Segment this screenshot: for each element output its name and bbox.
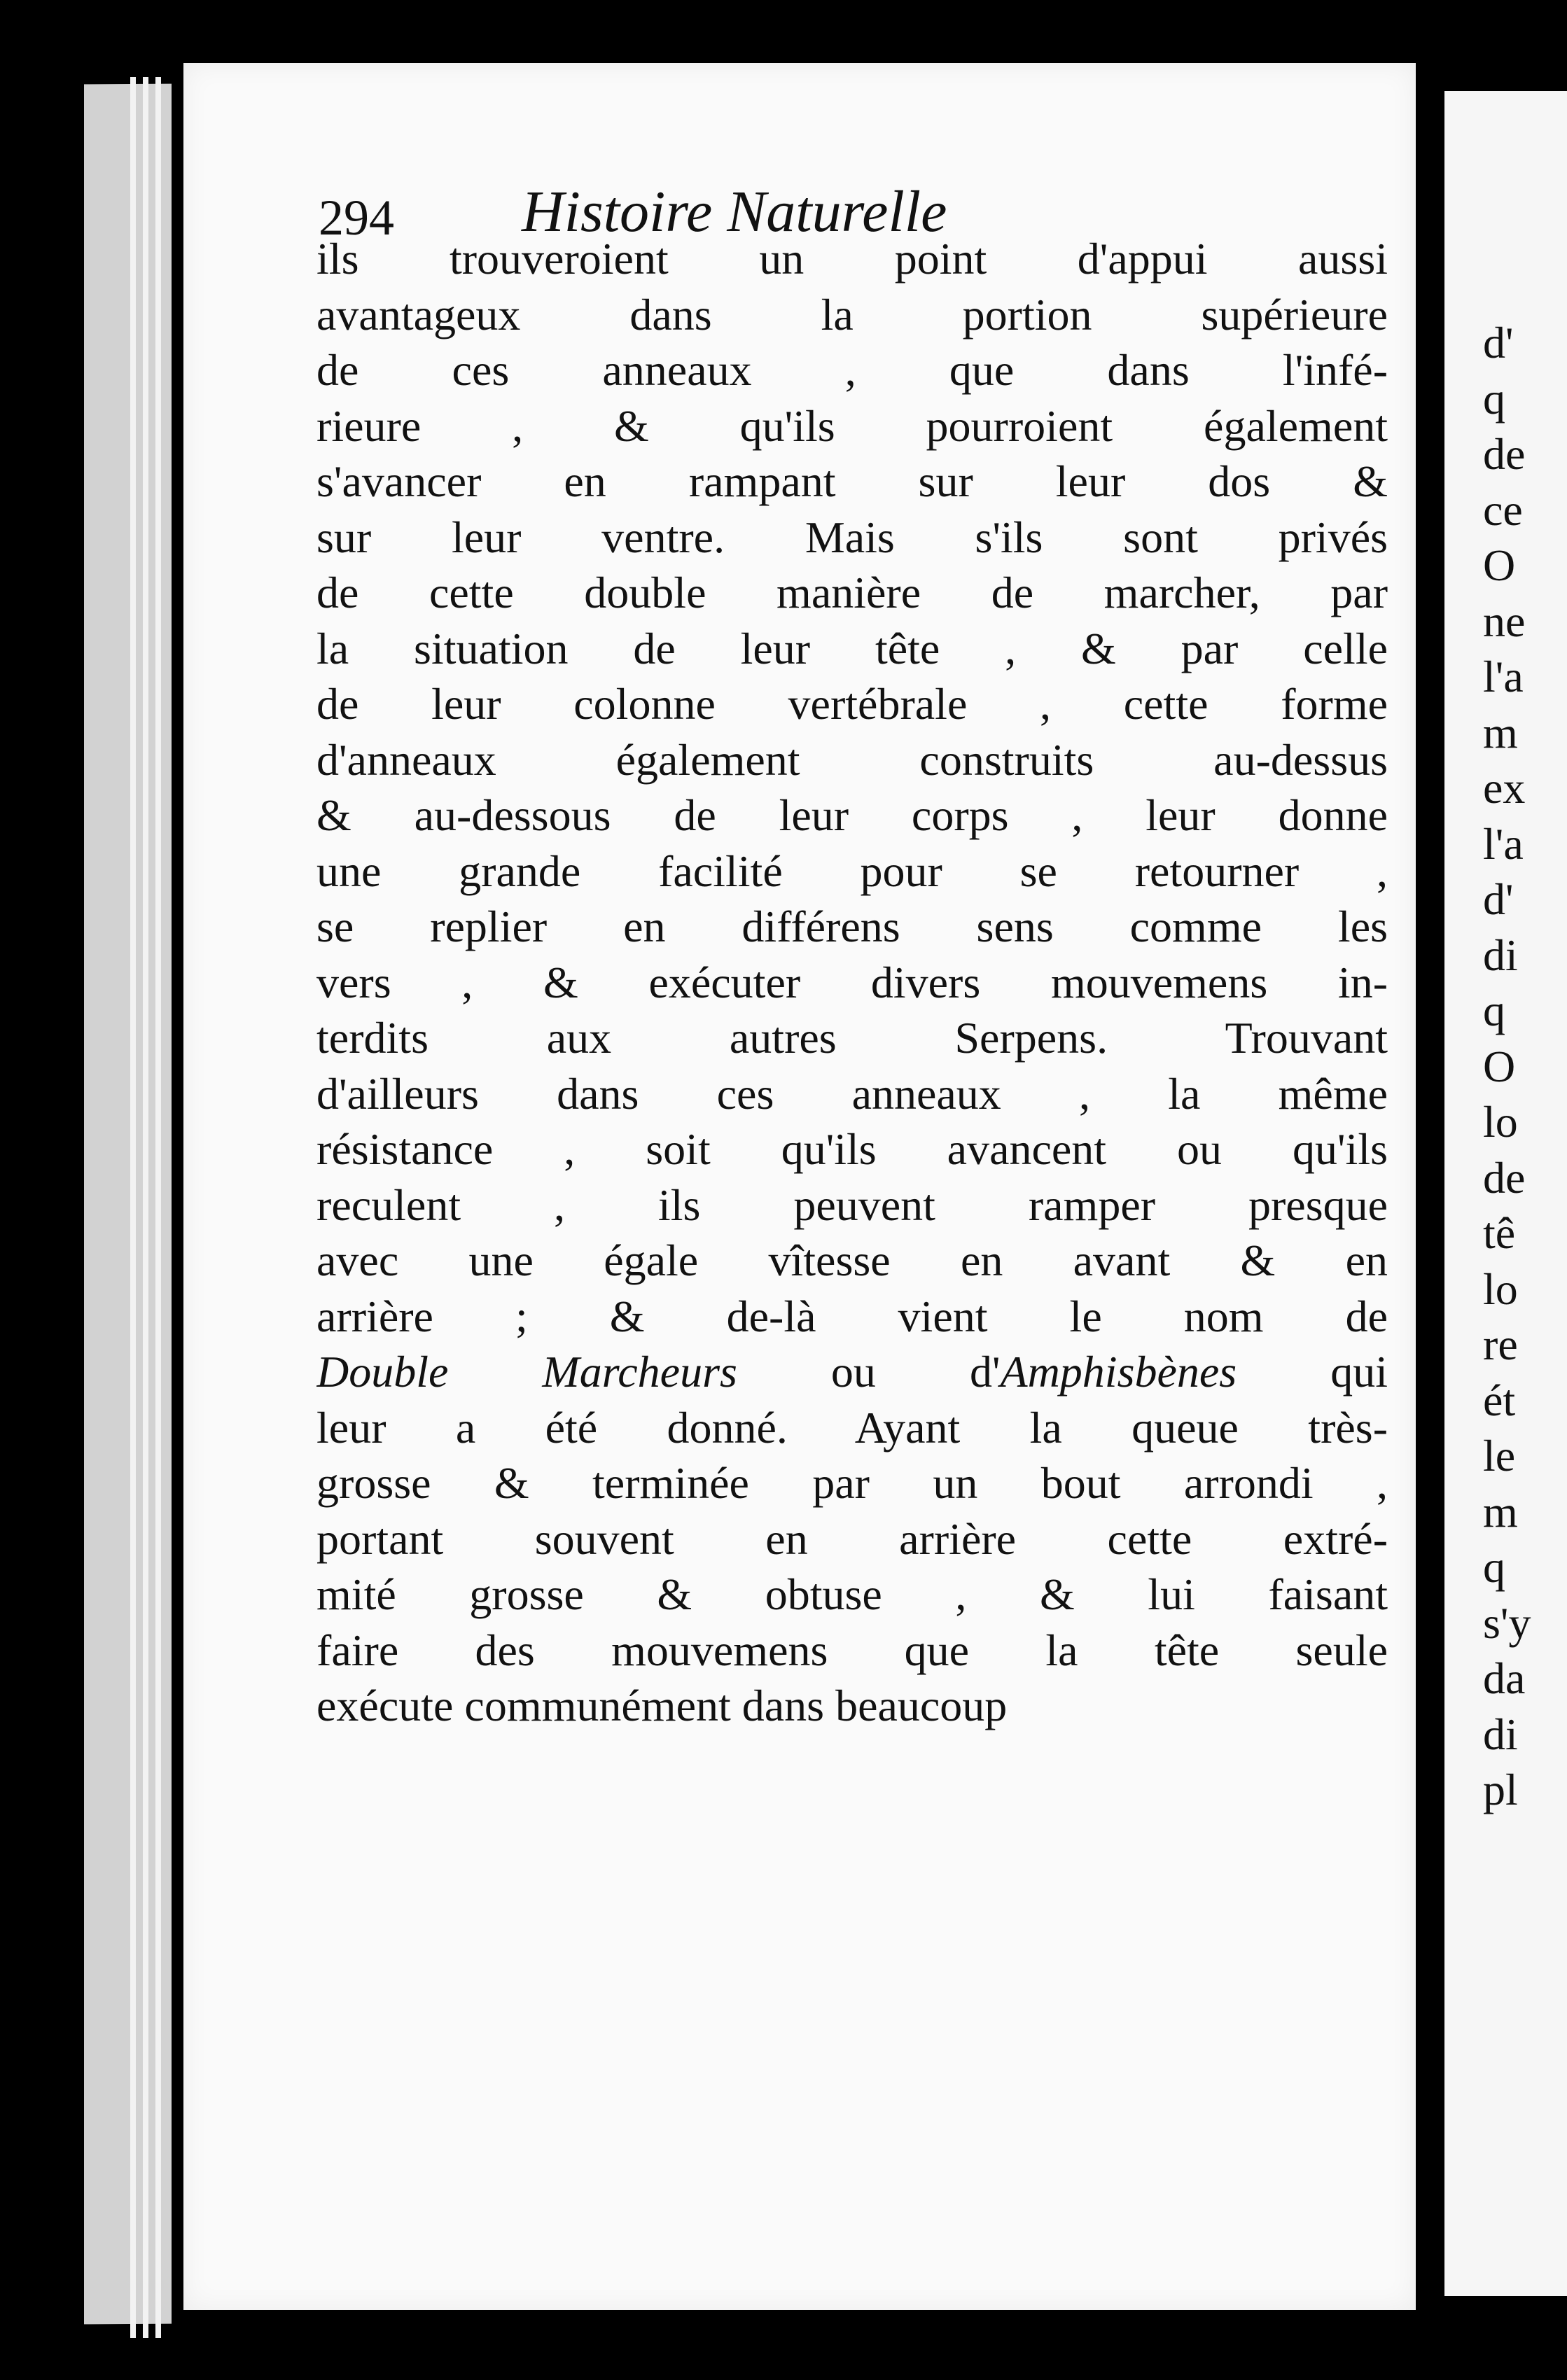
page-edge <box>155 77 161 2338</box>
right-fragment-line: tê <box>1483 1208 1516 1258</box>
page-edge <box>130 77 136 2338</box>
right-fragment-line: s'y <box>1483 1597 1531 1648</box>
text-line: & au-dessous de leur corps , leur donne <box>316 790 1388 840</box>
text-line: portant souvent en arrière cette extré- <box>316 1513 1388 1564</box>
right-fragment-line: re <box>1483 1320 1518 1369</box>
right-fragment-line: lo <box>1483 1097 1518 1147</box>
text-line: avantageux dans la portion supérieure <box>316 289 1388 340</box>
text-line: faire des mouvemens que la tête seule <box>316 1625 1388 1675</box>
right-fragment-line: q <box>1483 373 1505 424</box>
text-line: de cette double manière de marcher, par <box>316 568 1388 617</box>
text-line: arrière ; & de-là vient le nom de <box>316 1291 1388 1341</box>
text-line: mité grosse & obtuse , & lui faisant <box>316 1569 1388 1619</box>
text-line: ils trouveroient un point d'appui aussi <box>316 234 1388 284</box>
page-edge <box>143 77 148 2338</box>
text-span: qui <box>1237 1347 1388 1396</box>
right-fragment-line: l'a <box>1483 652 1524 701</box>
right-fragment-line: le <box>1483 1431 1516 1480</box>
text-line: résistance , soit qu'ils avancent ou qu'ils <box>316 1124 1388 1174</box>
italic-term: Double Marcheurs <box>316 1347 737 1396</box>
right-fragment-line: di <box>1483 1709 1518 1759</box>
page-number: 294 <box>319 190 394 246</box>
text-line: une grande facilité pour se retourner , <box>316 846 1388 896</box>
right-fragment-line: pl <box>1483 1765 1518 1814</box>
text-line: se replier en différens sens comme les <box>316 902 1388 951</box>
right-fragment-line: ex <box>1483 763 1526 813</box>
text-line-italic <box>316 1344 1388 1400</box>
text-line: grosse & terminée par un bout arrondi , <box>316 1458 1388 1508</box>
right-fragment-line: ce <box>1483 484 1523 535</box>
right-fragment-line: d' <box>1483 874 1514 924</box>
right-fragment-line: lo <box>1483 1264 1518 1314</box>
italic-term: Amphisbènes <box>1000 1347 1237 1396</box>
right-fragment-line: l'a <box>1483 818 1524 869</box>
text-line: exécute communément dans beaucoup <box>316 1681 1008 1730</box>
right-fragment-line: d' <box>1483 318 1514 368</box>
text-line: sur leur ventre. Mais s'ils sont privés <box>316 512 1388 562</box>
text-line: s'avancer en rampant sur leur dos & <box>316 456 1388 506</box>
text-line: d'anneaux également construits au-dessus <box>316 734 1388 785</box>
right-fragment-line: q <box>1483 986 1505 1035</box>
right-fragment-line: m <box>1483 707 1518 757</box>
right-fragment-line: q <box>1483 1542 1505 1592</box>
running-title: Histoire Naturelle <box>522 179 947 244</box>
text-line: vers , & exécuter divers mouvemens in- <box>316 957 1388 1007</box>
right-fragment-line: de <box>1483 429 1526 479</box>
right-fragment-line: de <box>1483 1152 1526 1203</box>
right-page-text <box>1483 315 1531 1818</box>
text-line: de leur colonne vertébrale , cette forme <box>316 679 1388 729</box>
right-fragment-line: ne <box>1483 596 1526 646</box>
text-line: la situation de leur tête , & par celle <box>316 623 1388 673</box>
right-fragment-line: ét <box>1483 1375 1516 1425</box>
text-line: d'ailleurs dans ces anneaux , la même <box>316 1068 1388 1119</box>
text-line: reculent , ils peuvent ramper presque <box>316 1180 1388 1230</box>
right-fragment-line: da <box>1483 1653 1526 1703</box>
right-fragment-line: m <box>1483 1486 1518 1536</box>
body-text <box>316 231 1388 1734</box>
text-line: leur a été donné. Ayant la queue très- <box>316 1402 1388 1452</box>
right-fragment-line: O <box>1483 540 1516 590</box>
text-line: terdits aux autres Serpens. Trouvant <box>316 1013 1388 1063</box>
text-line: rieure , & qu'ils pourroient également <box>316 400 1388 451</box>
text-span: ou d' <box>737 1347 1001 1396</box>
right-fragment-line: di <box>1483 930 1518 980</box>
text-line: avec une égale vîtesse en avant & en <box>316 1236 1388 1285</box>
right-fragment-line: O <box>1483 1041 1516 1091</box>
text-line: de ces anneaux , que dans l'infé- <box>316 345 1388 395</box>
